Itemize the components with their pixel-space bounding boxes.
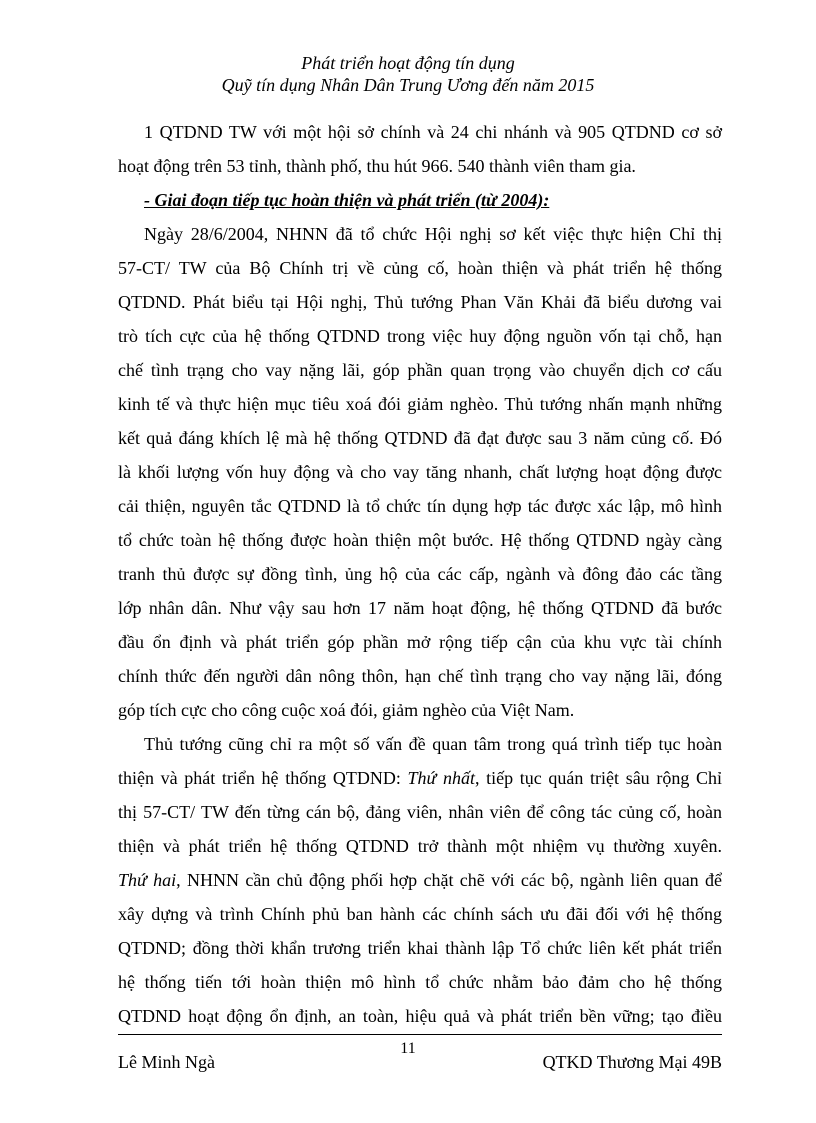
text-run: , tiếp tục quán triệt sâu rộng Chỉ: [474, 768, 722, 788]
paragraph-line: QTDND hoạt động ổn định, an toàn, hiệu quả và phát triển bền vững; tạo điều: [118, 1006, 722, 1026]
paragraph-line: trò tích cực của hệ thống QTDND trong việc huy động nguồn vốn tại chỗ, hạn: [118, 326, 722, 346]
footer-divider: [118, 1034, 722, 1035]
text-run: thiện và phát triển hệ thống QTDND:: [118, 768, 408, 788]
paragraph-line: tổ chức toàn hệ thống được hoàn thiện một bước. Hệ thống QTDND ngày càng: [118, 530, 722, 550]
running-header: [0, 52, 816, 96]
section-subheading: [118, 183, 722, 217]
emphasis-thu-hai: Thứ hai: [118, 870, 177, 890]
paragraph-line: góp tích cực cho công cuộc xoá đói, giảm nghèo của Việt Nam.: [118, 700, 575, 720]
footer-author: Lê Minh Ngà: [118, 1052, 215, 1072]
subheading-text: - Giai đoạn tiếp tục hoàn thiện và phát triển (từ 2004):: [144, 190, 550, 210]
paragraph-line: kinh tế và thực hiện mục tiêu xoá đói giảm nghèo. Thủ tướng nhấn mạnh những: [118, 394, 722, 414]
paragraph-line: thị 57-CT/ TW đến từng cán bộ, đảng viên, nhân viên để công tác củng cố, hoàn: [118, 802, 722, 822]
paragraph-line: QTDND; đồng thời khẩn trương triển khai thành lập Tổ chức liên kết phát triển: [118, 938, 722, 958]
paragraph-line: xây dựng và trình Chính phủ ban hành các chính sách ưu đãi đối với hệ thống: [118, 904, 722, 924]
paragraph-line: [118, 863, 722, 897]
page-body: [118, 115, 722, 1033]
paragraph-line: là khối lượng vốn huy động và cho vay tăng nhanh, chất lượng hoạt động được: [118, 462, 722, 482]
paragraph-line: thiện và phát triển hệ thống QTDND trở thành một nhiệm vụ thường xuyên.: [118, 836, 722, 856]
paragraph-line: đầu ổn định và phát triển góp phần mở rộng tiếp cận của khu vực tài chính: [118, 632, 722, 652]
paragraph-line: hệ thống tiến tới hoàn thiện mô hình tổ chức nhằm bảo đảm cho hệ thống: [118, 972, 722, 992]
footer-class: QTKD Thương Mại 49B: [542, 1052, 722, 1072]
emphasis-thu-nhat: Thứ nhất: [407, 768, 475, 788]
paragraph-line: 57-CT/ TW của Bộ Chính trị về củng cố, hoàn thiện và phát triển hệ thống: [118, 258, 722, 278]
header-line-1: Phát triển hoạt động tín dụng: [301, 53, 515, 73]
header-line-2: Quỹ tín dụng Nhân Dân Trung Ương đến năm 2015: [221, 75, 595, 95]
paragraph-line: [118, 761, 722, 795]
paragraph-line: kết quả đáng khích lệ mà hệ thống QTDND đã đạt được sau 3 năm củng cố. Đó: [118, 428, 722, 448]
paragraph-line: Ngày 28/6/2004, NHNN đã tổ chức Hội nghị sơ kết việc thực hiện Chỉ thị: [144, 224, 722, 244]
paragraph-line: tranh thủ được sự đồng tình, ủng hộ của các cấp, ngành và đông đảo các tầng: [118, 564, 722, 584]
page-number: 11: [400, 1040, 416, 1057]
text-run: , NHNN cần chủ động phối hợp chặt chẽ với các bộ, ngành liên quan để: [176, 870, 722, 890]
paragraph-line: chính thức đến người dân nông thôn, hạn chế tình trạng cho vay nặng lãi, đóng: [118, 666, 722, 686]
paragraph-line: 1 QTDND TW với một hội sở chính và 24 chi nhánh và 905 QTDND cơ sở: [144, 122, 722, 142]
paragraph-line: QTDND. Phát biểu tại Hội nghị, Thủ tướng Phan Văn Khải đã biểu dương vai: [118, 292, 722, 312]
paragraph-line: cải thiện, nguyên tắc QTDND là tổ chức tín dụng hợp tác được xác lập, mô hình: [118, 496, 722, 516]
paragraph-line: Thủ tướng cũng chỉ ra một số vấn đề quan tâm trong quá trình tiếp tục hoàn: [144, 734, 722, 754]
paragraph-line: lớp nhân dân. Như vậy sau hơn 17 năm hoạt động, hệ thống QTDND đã bước: [118, 598, 722, 618]
paragraph-line: chế tình trạng cho vay nặng lãi, góp phần quan trọng vào chuyển dịch cơ cấu: [118, 360, 722, 380]
paragraph-line: hoạt động trên 53 tỉnh, thành phố, thu hút 966. 540 thành viên tham gia.: [118, 156, 636, 176]
